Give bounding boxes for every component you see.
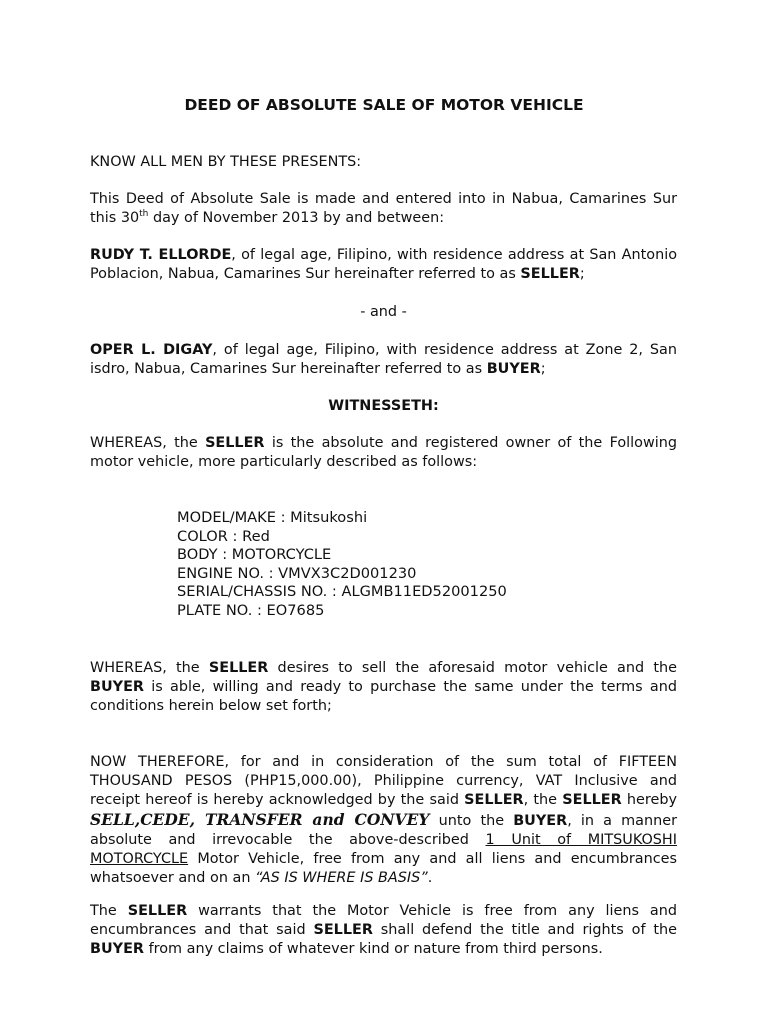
whereas2-text-a: WHEREAS, the [90, 660, 209, 676]
convey-clause: SELL,CEDE, TRANSFER and CONVEY [90, 810, 430, 829]
warranty-text-d: from any claims of whatever kind or nature from third persons. [144, 941, 603, 957]
buyer-party-paragraph [90, 341, 677, 379]
vehicle-color: COLOR : Red [177, 527, 270, 545]
now-text-b: , the [523, 792, 563, 808]
whereas1-seller: SELLER [205, 435, 265, 451]
now-text-e: , in a manner absolute and irrevocable the above-described [90, 813, 677, 848]
vehicle-body: BODY : MOTORCYCLE [177, 546, 332, 564]
buyer-party-text: , of legal age, Filipino, with residence address at Zone 2, San isdro, Nabua, Camarines Sur hereinafter referred to as [90, 342, 677, 377]
buyer-name: OPER L. DIGAY [90, 342, 213, 358]
consideration-paragraph [90, 753, 677, 888]
opening-paragraph [90, 190, 677, 228]
warranty-text-b: warrants that the Motor Vehicle is free from any liens and encumbrances and that said [90, 903, 678, 938]
seller-name: RUDY T. ELLORDE [90, 247, 232, 263]
whereas1-text-b: is the absolute and registered owner of the Following motor vehicle, more particularly described as follows: [90, 435, 677, 470]
document-title: DEED OF ABSOLUTE SALE OF MOTOR VEHICLE [184, 96, 584, 114]
now-seller-2: SELLER [562, 792, 622, 808]
now-buyer: BUYER [513, 813, 568, 829]
seller-party-text: , of legal age, Filipino, with residence address at San Antonio Poblacion, Nabua, Camarines Sur hereinafter referred to as [90, 247, 677, 282]
whereas-sale-paragraph [90, 659, 677, 716]
warranty-seller-2: SELLER [313, 922, 373, 938]
date-superscript: th [139, 209, 149, 220]
whereas-ownership-paragraph [90, 434, 677, 472]
now-text-d: unto the [429, 813, 514, 829]
warranty-buyer: BUYER [90, 941, 144, 957]
whereas2-text-b: desires to sell the aforesaid motor vehicle and the [268, 660, 677, 676]
as-is-basis: “AS IS WHERE IS BASIS” [255, 870, 428, 886]
seller-party-paragraph [90, 246, 677, 284]
warranty-paragraph [90, 902, 677, 959]
now-text-c: hereby [621, 792, 677, 808]
now-seller-1: SELLER [464, 792, 524, 808]
opening-text: This Deed of Absolute Sale is made and entered into in Nabua, Camarines Sur this 30 [90, 191, 677, 226]
seller-role: SELLER [520, 266, 580, 282]
whereas2-text-c: is able, willing and ready to purchase the same under the terms and conditions herein below set forth; [90, 679, 677, 714]
vehicle-model: MODEL/MAKE : Mitsukoshi [177, 509, 368, 526]
now-text-g: . [427, 870, 433, 886]
opening-text-end: day of November 2013 by and between: [148, 210, 445, 226]
witnesseth-heading: WITNESSETH: [328, 398, 439, 414]
vehicle-details [177, 509, 507, 621]
warranty-text-c: shall defend the title and rights of the [372, 922, 677, 938]
buyer-party-end: ; [540, 361, 546, 377]
warranty-text-a: The [90, 903, 128, 919]
warranty-seller-1: SELLER [127, 903, 188, 919]
whereas1-text-a: WHEREAS, the [90, 435, 206, 451]
buyer-role: BUYER [486, 361, 541, 377]
and-separator: - and - [360, 304, 407, 320]
whereas2-seller: SELLER [208, 660, 269, 676]
vehicle-engine-no: ENGINE NO. : VMVX3C2D001230 [177, 564, 417, 582]
now-text-a: NOW THEREFORE, for and in consideration of the sum total of FIFTEEN THOUSAND PESOS (PHP15,000.00), Philippine currency, VAT Inclusive and receipt hereof is hereby acknowledged by the said [90, 754, 677, 808]
unit-description: 1 Unit of MITSUKOSHI MOTORCYCLE [90, 832, 678, 867]
now-text-f: Motor Vehicle, free from any and all liens and encumbrances whatsoever and on an [90, 851, 677, 886]
whereas2-buyer: BUYER [90, 679, 144, 695]
intro-line: KNOW ALL MEN BY THESE PRESENTS: [90, 154, 362, 170]
vehicle-chassis-no: SERIAL/CHASSIS NO. : ALGMB11ED52001250 [177, 583, 507, 601]
seller-party-end: ; [579, 266, 585, 282]
vehicle-plate-no: PLATE NO. : EO7685 [177, 601, 325, 619]
